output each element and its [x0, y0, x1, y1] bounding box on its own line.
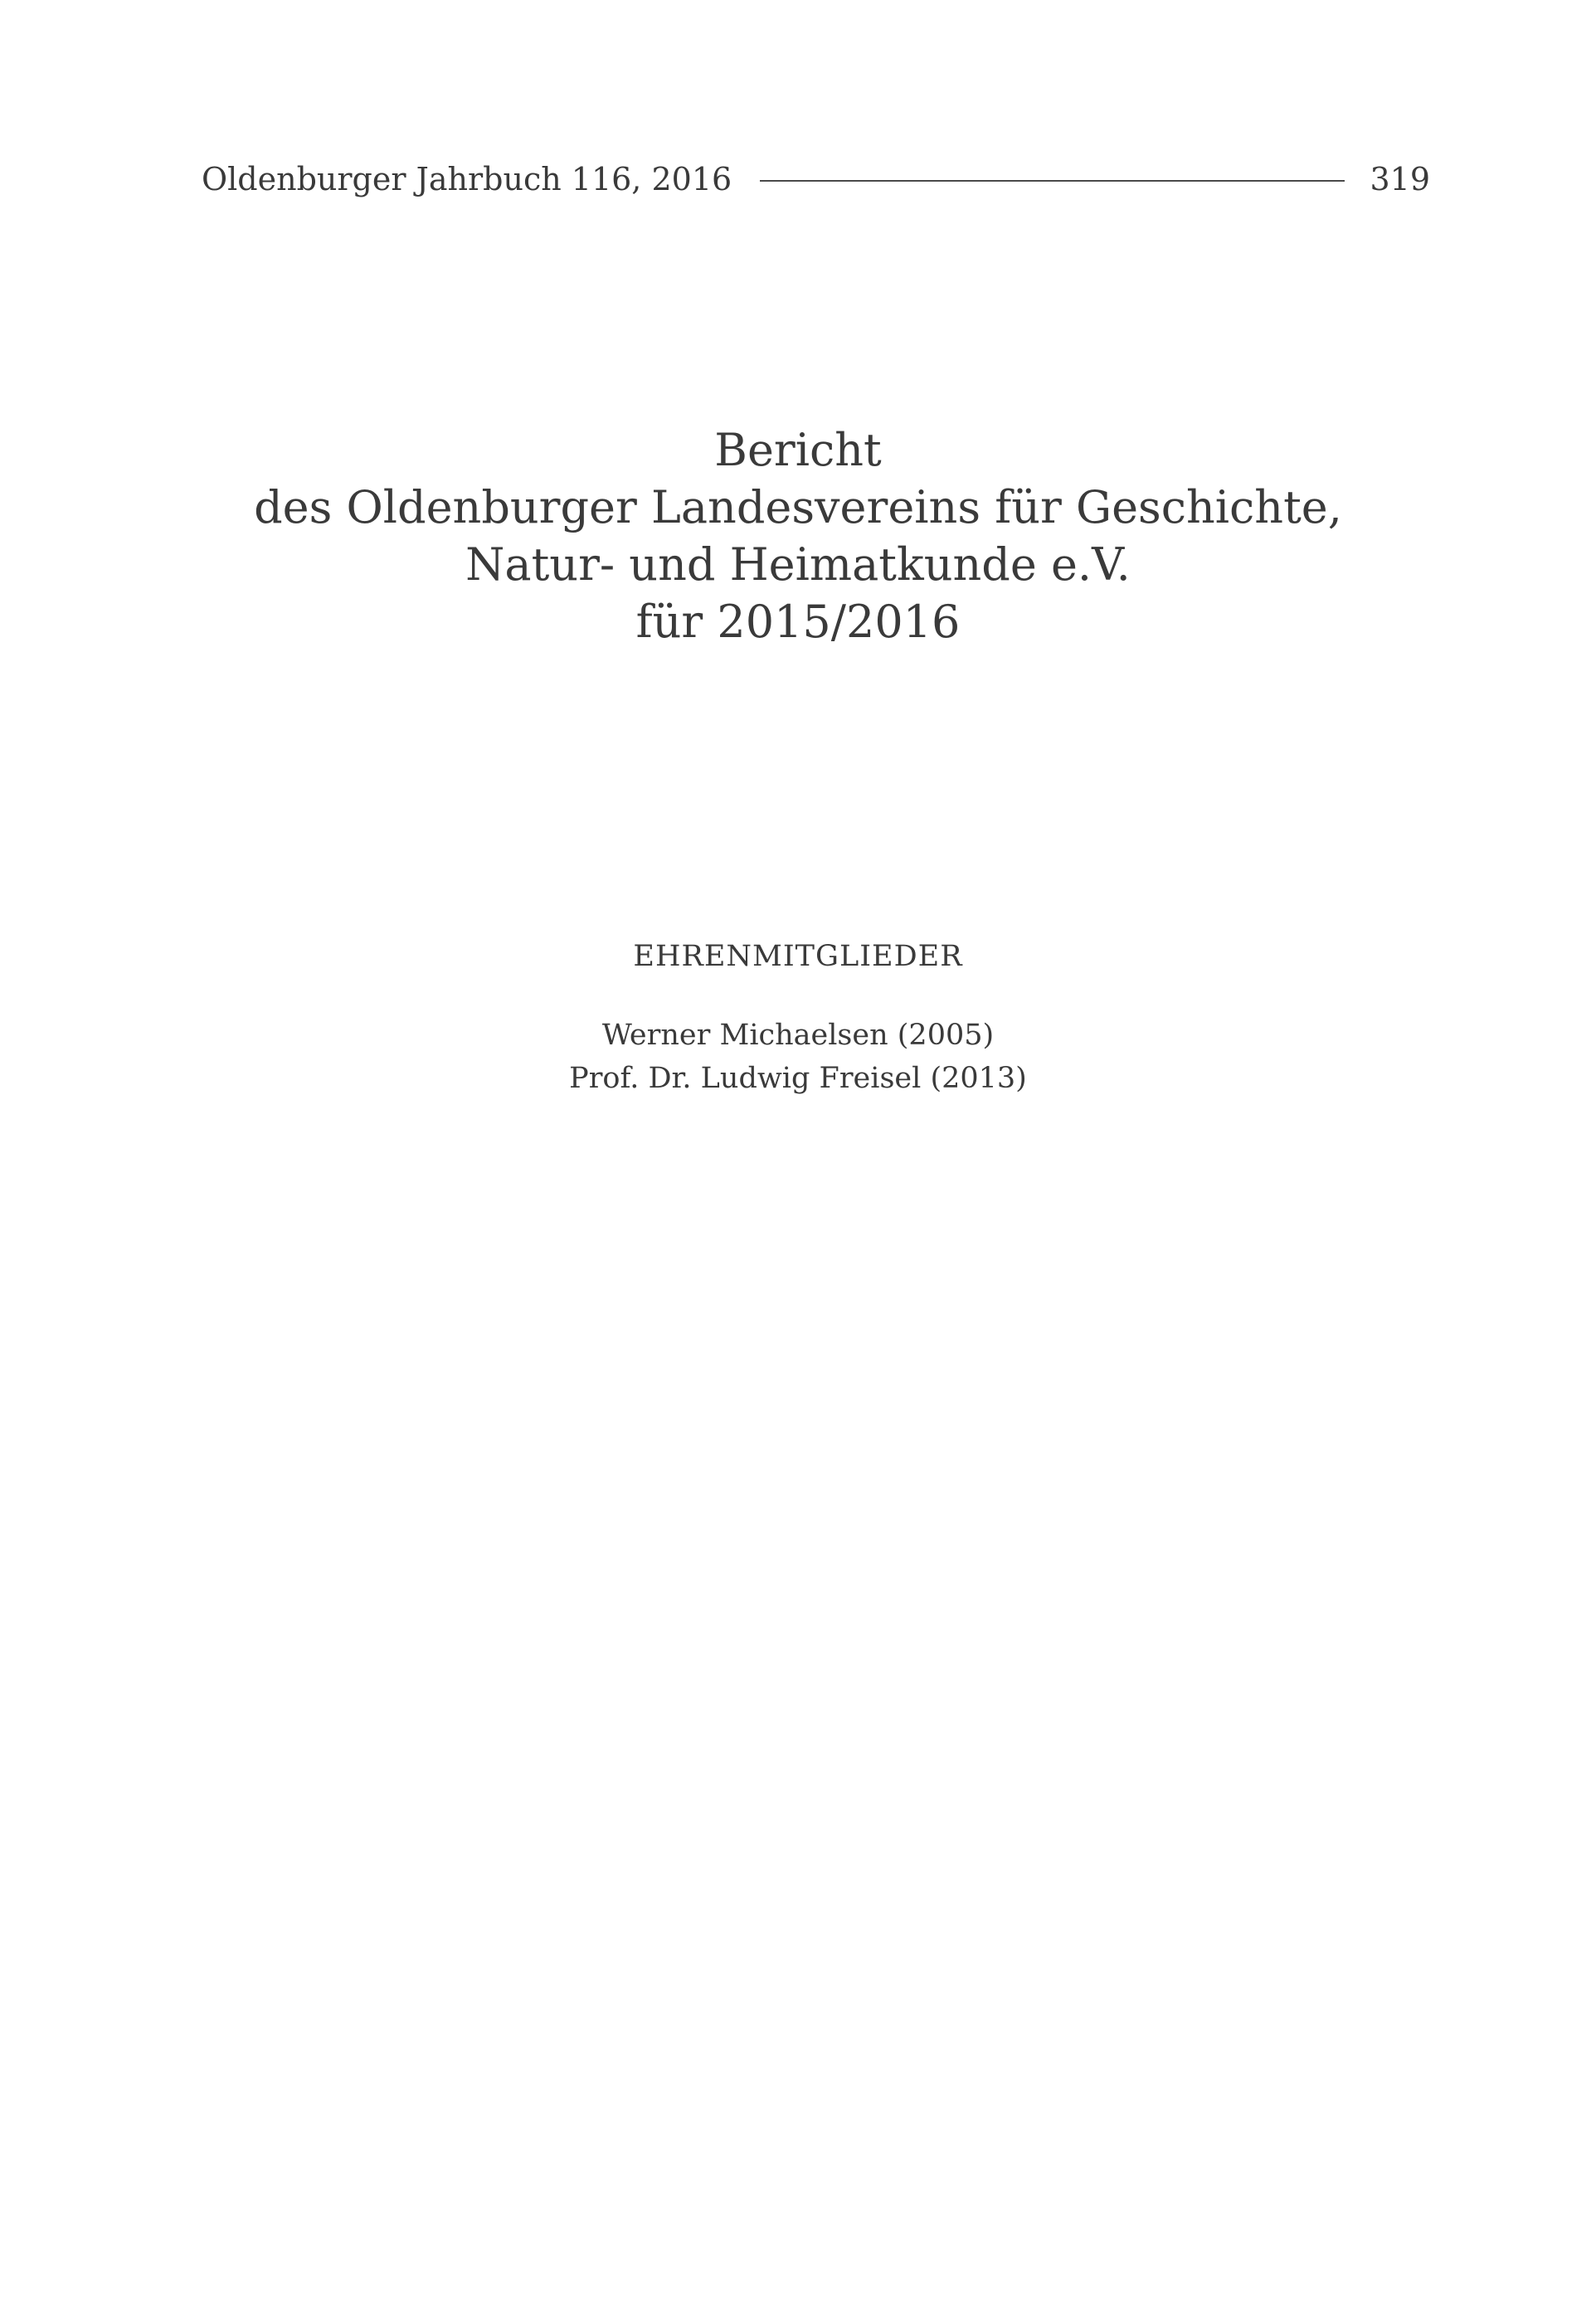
title-line: Natur- und Heimatkunde e.V. [465, 538, 1131, 591]
honorary-members-list [0, 1014, 1596, 1100]
title-line: Bericht [714, 424, 882, 476]
title-line: des Oldenburger Landesvereins für Geschichte, [254, 481, 1342, 533]
running-head [202, 154, 1430, 204]
title-line: für 2015/2016 [635, 596, 961, 648]
page-number: 319 [1370, 161, 1430, 197]
member-entry: Werner Michaelsen (2005) [601, 1019, 995, 1052]
member-entry: Prof. Dr. Ludwig Freisel (2013) [569, 1062, 1027, 1095]
header-rule [760, 180, 1345, 182]
journal-title: Oldenburger Jahrbuch 116, 2016 [202, 161, 732, 197]
report-title [0, 421, 1596, 650]
section-heading: EHRENMITGLIEDER [633, 940, 963, 973]
